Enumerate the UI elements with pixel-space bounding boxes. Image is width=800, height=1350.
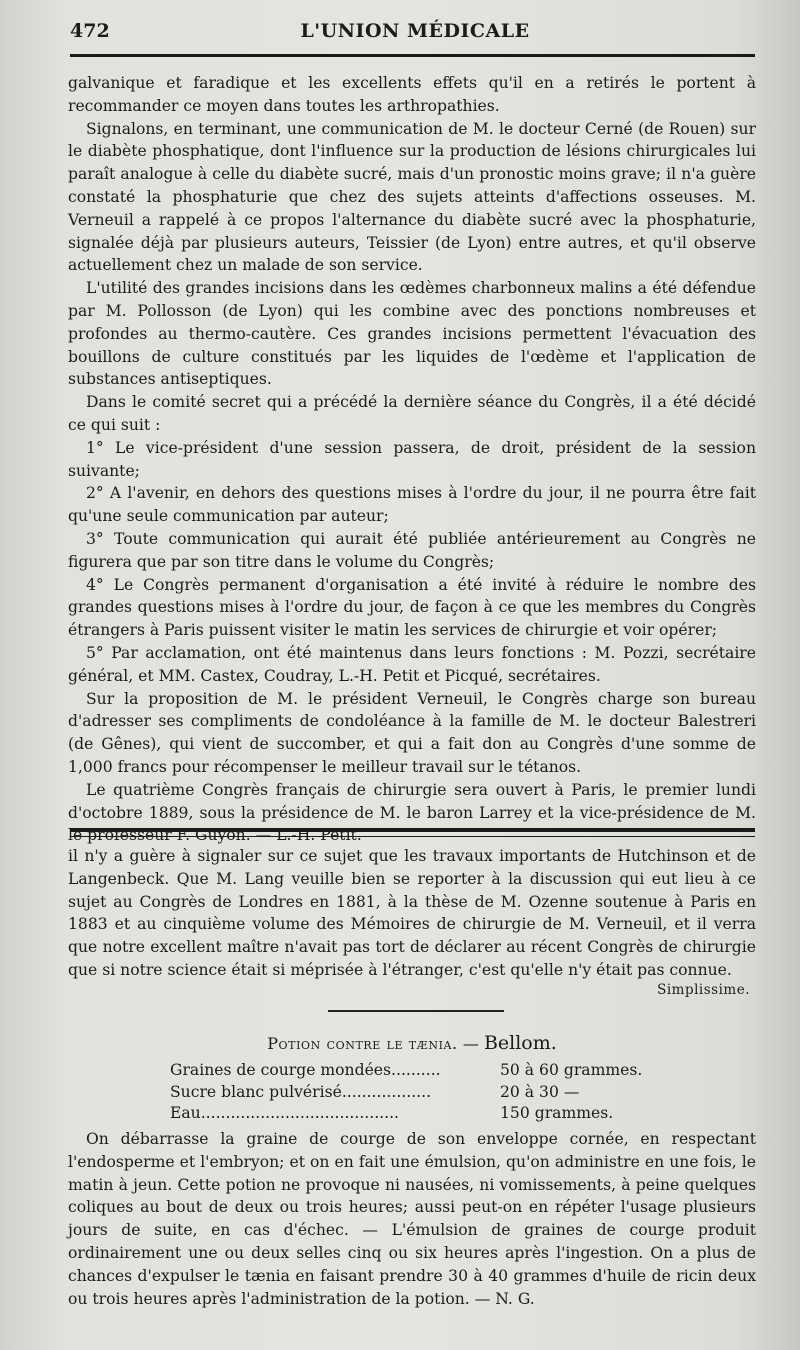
ingredient-quantity: 150 grammes. bbox=[500, 1104, 614, 1122]
paragraph: 5° Par acclamation, ont été maintenus dans leurs fonctions : M. Pozzi, secrétaire général, et MM. Castex, Coudray, L.-H. Petit et Picqué, secrétaires. bbox=[68, 643, 756, 685]
paragraph: Le quatrième Congrès français de chirurgie sera ouvert à Paris, le premier lundi d'octobre 1889, sous la présidence de M. le baron Larrey et la vice-présidence de M. le professeur F. Guyon. — L.-H. Petit. bbox=[68, 780, 756, 845]
ingredient-quantity: 50 à 60 grammes. bbox=[500, 1061, 643, 1079]
recipe-title bbox=[68, 1032, 756, 1054]
signature: Simplissime. bbox=[657, 982, 750, 998]
ingredient-name: Graines de courge mondées.......... bbox=[170, 1061, 441, 1079]
header-rule bbox=[70, 54, 755, 57]
running-title: L'UNION MÉDICALE bbox=[300, 20, 530, 42]
ingredient-quantity: 20 à 30 — bbox=[500, 1082, 580, 1101]
ingredient-name: Sucre blanc pulvérisé.................. bbox=[170, 1082, 432, 1101]
paragraph: 2° A l'avenir, en dehors des questions mises à l'ordre du jour, il ne pourra être fait qu'une seule communication par auteur; bbox=[68, 484, 756, 526]
recipe-name: Potion contre le tænia. bbox=[267, 1034, 458, 1053]
section-divider bbox=[70, 828, 755, 837]
recipe-divider bbox=[328, 1010, 504, 1012]
ingredient-row bbox=[170, 1082, 670, 1104]
paragraph: 4° Le Congrès permanent d'organisation a été invité à réduire le nombre des grandes questions mises à l'ordre du jour, de façon à ce que les membres du Congrès étrangers à Paris puissent visiter le matin les services de chirurgie et voir opérer; bbox=[68, 575, 756, 640]
article-bottom bbox=[68, 1128, 756, 1310]
paragraph: Dans le comité secret qui a précédé la dernière séance du Congrès, il a été décidé ce qui suit : bbox=[68, 393, 756, 434]
paragraph: L'utilité des grandes incisions dans les œdèmes charbonneux malins a été défendue par M. Pollosson (de Lyon) qui les combine avec des ponctions nombreuses et profondes au thermo-cautère. Ces grandes incisions permettent l'évacuation des bouillons de culture constitués par les liquides de l'œdème et l'application de substances antiseptiques. bbox=[68, 279, 756, 389]
page-number: 472 bbox=[70, 20, 110, 42]
ingredients-list bbox=[170, 1060, 670, 1125]
paragraph: 3° Toute communication qui aurait été publiée antérieurement au Congrès ne figurera que par son titre dans le volume du Congrès; bbox=[68, 529, 756, 571]
page-header bbox=[70, 20, 760, 50]
recipe-author: Bellom. bbox=[483, 1032, 557, 1054]
article-middle bbox=[68, 845, 756, 982]
ingredient-row bbox=[170, 1060, 670, 1082]
paragraph: il n'y a guère à signaler sur ce sujet que les travaux importants de Hutchinson et de Langenbeck. Que M. Lang veuille bien se reporter à la discussion qui eut lieu à ce sujet au Congrès de Londres en 1881, à la thèse de M. Ozenne soutenue à Paris en 1883 et au cinquième volume des Mémoires de chirurgie de M. Verneuil, et il verra que notre excellent maître n'avait pas tort de déclarer au récent Congrès de chirurgie que si notre science était si méprisée à l'étranger, c'est qu'elle n'y était pas connue. bbox=[68, 847, 756, 979]
recipe-dash: — bbox=[462, 1034, 479, 1053]
paragraph: Signalons, en terminant, une communication de M. le docteur Cerné (de Rouen) sur le diabète phosphatique, dont l'influence sur la production de lésions chirurgicales lui paraît analogue à celle du diabète sucré, mais d'un pronostic moins grave; il n'a guère constaté la phosphaturie que chez des sujets atteints d'affections osseuses. M. Verneuil a rappelé à ce propos l'alternance du diabète sucré avec la phosphaturie, signalée déjà par plusieurs auteurs, Teissier (de Lyon) entre autres, et qu'il observe actuellement chez un malade de son service. bbox=[68, 119, 756, 275]
paragraph: On débarrasse la graine de courge de son enveloppe cornée, en respectant l'endosperme et l'embryon; et on en fait une émulsion, qu'on administre en une fois, le matin à jeun. Cette potion ne provoque ni nausées, ni vomissements, à peine quelques coliques au bout de deux ou trois heures; aussi peut-on en répéter l'usage plusieurs jours de suite, en cas d'échec. — L'émulsion de graines de courge produit ordinairement une ou deux selles cinq ou six heures après l'ingestion. On a plus de chances d'expulser le tænia en faisant prendre 30 à 40 grammes d'huile de ricin deux ou trois heures après l'administration de la potion. — N. G. bbox=[68, 1130, 756, 1308]
paragraph: galvanique et faradique et les excellents effets qu'il en a retirés le portent à recommander ce moyen dans toutes les arthropathies. bbox=[68, 74, 756, 115]
paragraph: Sur la proposition de M. le président Verneuil, le Congrès charge son bureau d'adresser ses compliments de condoléance à la famille de M. le docteur Balestreri (de Gênes), qui vient de succomber, et qui a fait don au Congrès d'une somme de 1,000 francs pour récompenser le meilleur travail sur le tétanos. bbox=[68, 689, 756, 776]
paragraph: 1° Le vice-président d'une session passera, de droit, président de la session suivante; bbox=[68, 438, 756, 480]
ingredient-name: Eau........................................ bbox=[170, 1104, 399, 1122]
article-top bbox=[68, 72, 756, 847]
ingredient-row bbox=[170, 1103, 670, 1125]
